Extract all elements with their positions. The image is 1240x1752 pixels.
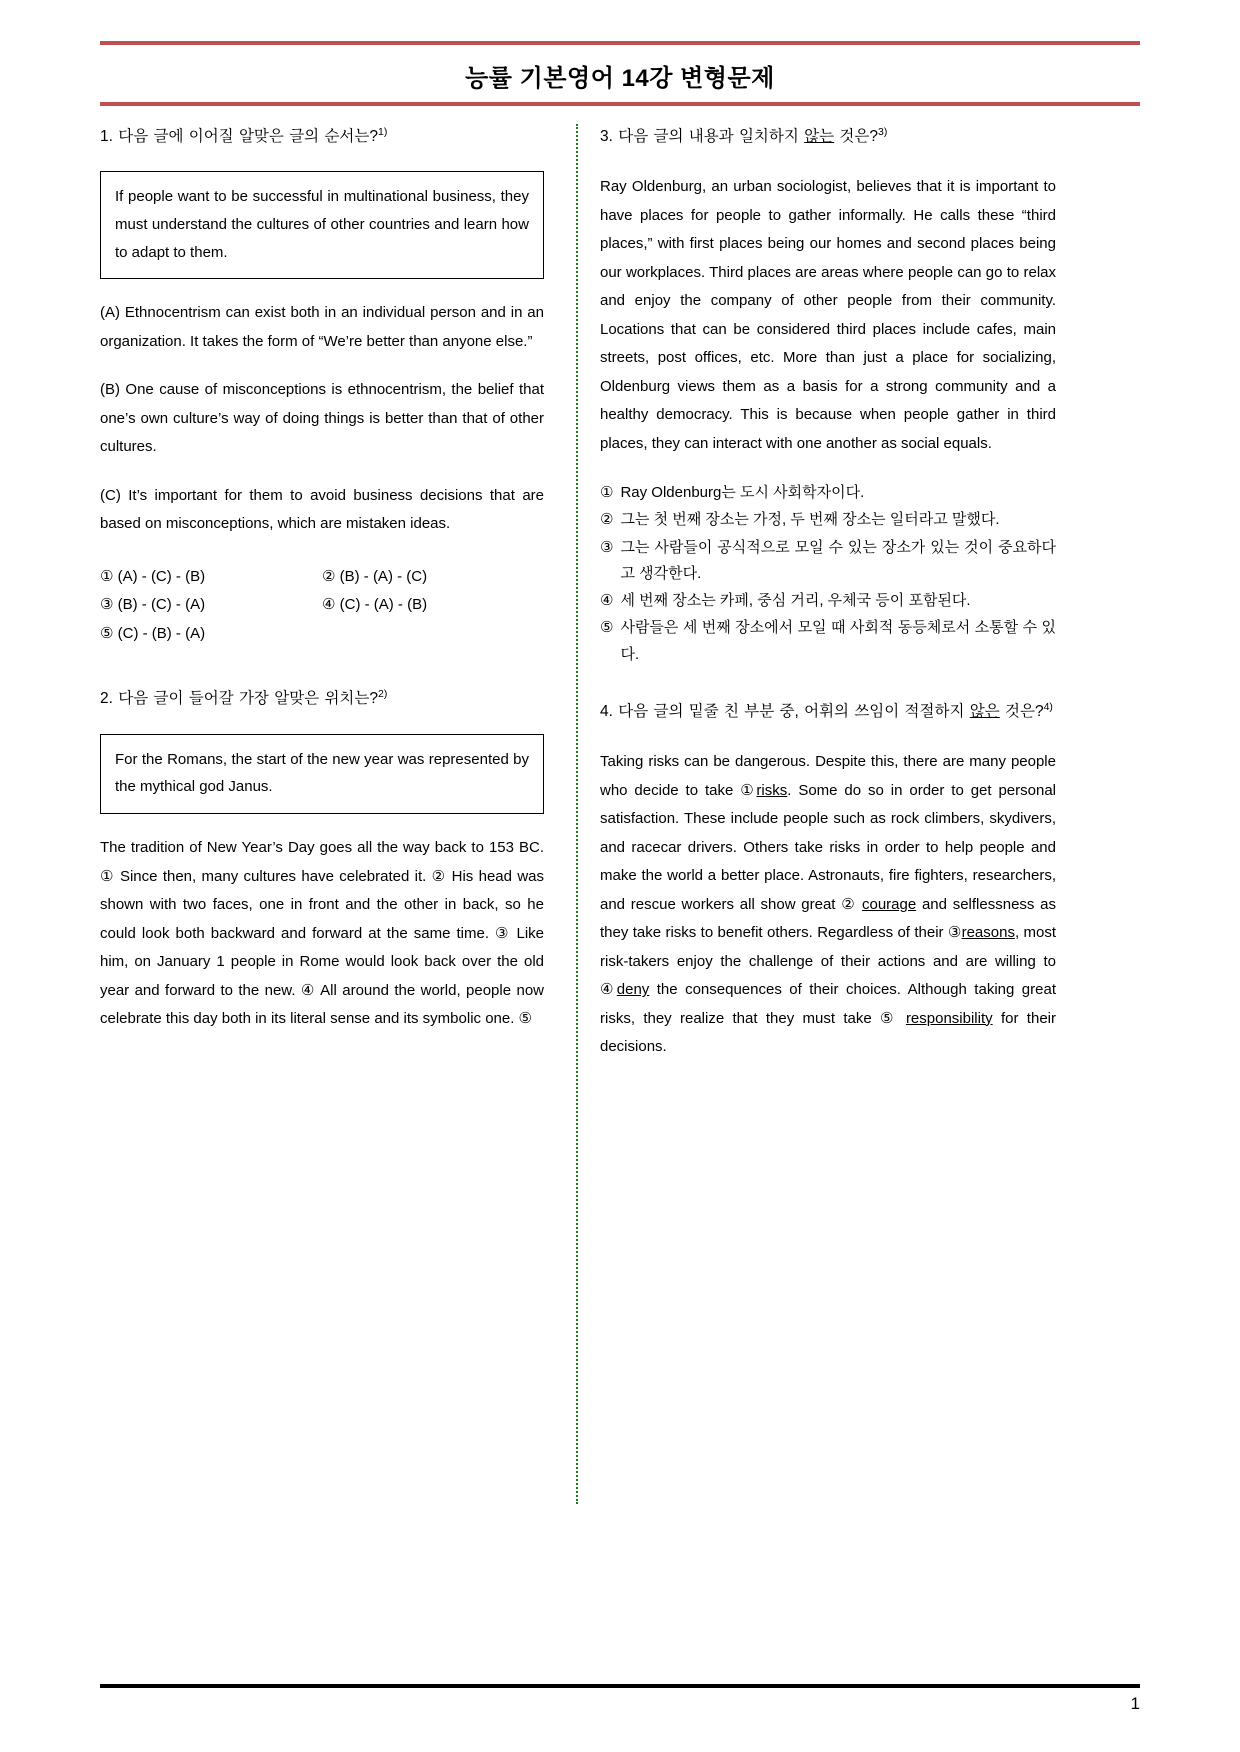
question-1-choices — [100, 563, 544, 649]
page-footer — [100, 1684, 1140, 1714]
q4-underlined-choice-2[interactable]: courage — [861, 895, 917, 913]
question-3-heading-post: 것은? — [834, 128, 878, 146]
choice-number: ③ — [600, 538, 614, 556]
page-number: 1 — [1130, 1694, 1140, 1713]
question-2-heading — [100, 686, 544, 711]
question-3-choice-4[interactable] — [600, 588, 1056, 614]
q4-underlined-choice-3[interactable]: reasons — [961, 924, 1015, 942]
question-3-choice-2[interactable] — [600, 507, 1056, 533]
question-4-heading-post: 것은? — [999, 703, 1044, 721]
question-1-paragraph-a: (A) Ethnocentrism can exist both in an individual person and in an organization. It takes the form of “We’re better than anyone else.” — [100, 304, 544, 350]
page-title: 능률 기본영어 14강 변형문제 — [465, 65, 775, 92]
choice-number: ⑤ — [600, 619, 614, 637]
question-3-heading — [600, 124, 1056, 149]
question-1-choice-1[interactable]: ① (A) - (C) - (B) — [100, 567, 206, 585]
question-2-passage: The tradition of New Year’s Day goes all the way back to 153 BC. ① Since then, many cultures have celebrated it. ② His head was shown with two faces, one in front and the other in back, so he could look both backward and forward at the same time. ③ Like him, on January 1 people in Rome would look back over the old year and forward to the new. ④ All around the world, people now celebrate this day both in its literal sense and its symbolic one. ⑤ — [100, 839, 544, 1028]
question-3-choice-3[interactable] — [600, 535, 1056, 588]
question-4-passage — [600, 748, 1056, 1062]
spacer — [100, 656, 544, 686]
choice-text: 그는 첫 번째 장소는 가정, 두 번째 장소는 일터라고 말했다. — [620, 511, 1000, 529]
question-3-footnote-marker: 3) — [878, 126, 888, 138]
question-4-footnote-marker: 4) — [1043, 700, 1053, 713]
question-4-heading — [600, 699, 1056, 724]
choice-text: Ray Oldenburg는 도시 사회학자이다. — [620, 484, 865, 502]
question-3-heading-pre: 3. 다음 글의 내용과 일치하지 — [600, 128, 805, 146]
choice-text: 그는 사람들이 공식적으로 모일 수 있는 장소가 있는 것이 중요하다고 생각한다. — [620, 538, 1056, 582]
question-1-paragraph-c: (C) It’s important for them to avoid business decisions that are based on misconceptions, which are mistaken ideas. — [100, 486, 544, 533]
question-1-heading — [100, 124, 544, 149]
question-3-choices — [600, 480, 1056, 668]
q4-underlined-choice-5[interactable]: responsibility — [905, 1009, 993, 1027]
spacer — [600, 669, 1056, 699]
q4-text-part-3: and selflessness as they take risks to benefit others. Regardless of their ③ — [600, 895, 1056, 942]
choice-number: ④ — [600, 592, 614, 610]
choice-text: 사람들은 세 번째 장소에서 모일 때 사회적 동등체로서 소통할 수 있다. — [620, 619, 1056, 663]
q4-text-part-2: . Some do so in order to get personal satisfaction. These include people such as rock climbers, skydivers, and racecar drivers. Others take risks in order to help people and make the world a better place. Astronauts, fire fighters, researchers, and rescue workers all show great ② — [600, 781, 1057, 913]
question-2-boxed-passage: For the Romans, the start of the new year was represented by the mythical god Janus. — [100, 734, 544, 815]
question-2-heading-text: 2. 다음 글이 들어갈 가장 알맞은 위치는? — [100, 690, 378, 708]
question-3-choice-1[interactable] — [600, 480, 1056, 506]
q4-text-part-1: Taking risks can be dangerous. Despite this, there are many people who decide to take ① — [600, 753, 1056, 799]
question-1-choice-3[interactable]: ③ (B) - (C) - (A) — [100, 596, 206, 614]
choice-text: 세 번째 장소는 카페, 중심 거리, 우체국 등이 포함된다. — [620, 592, 971, 610]
question-4-heading-underlined: 않은 — [969, 703, 1000, 721]
question-1-boxed-passage: If people want to be successful in multinational business, they must understand the cultures of other countries and learn how to adapt to them. — [100, 171, 544, 279]
header-bottom-rule — [100, 102, 1140, 106]
q4-underlined-choice-4[interactable]: deny — [616, 981, 650, 999]
q4-text-part-5: the consequences of their choices. Although taking great risks, they realize that they must take ⑤ — [600, 981, 1056, 1027]
question-1-choice-5[interactable]: ⑤ (C) - (B) - (A) — [100, 624, 206, 642]
question-1-heading-text: 1. 다음 글에 이어질 알맞은 글의 순서는? — [100, 128, 378, 146]
q4-underlined-choice-1[interactable]: risks — [756, 781, 788, 799]
question-1-footnote-marker: 1) — [377, 126, 388, 138]
question-3-passage: Ray Oldenburg, an urban sociologist, believes that it is important to have places for people to gather informally. He calls these “third places,” with first places being our homes and second places being our workplaces. Third places are areas where people can go to relax and enjoy the company of other people from their community. Locations that can be considered third places include cafes, main streets, post offices, etc. More than just a place for socializing, Oldenburg views them as a basis for a strong community and a healthy democracy. This is because when people gather in third places, they can interact with one another as social equals. — [600, 178, 1056, 452]
question-3-heading-underlined: 않는 — [804, 128, 835, 146]
question-2-footnote-marker: 2) — [377, 688, 388, 701]
choice-number: ② — [600, 511, 614, 529]
right-column — [596, 124, 1056, 1504]
left-column — [100, 124, 560, 1504]
question-1-choice-2[interactable]: ② (B) - (A) - (C) — [322, 567, 428, 585]
question-1-paragraph-b: (B) One cause of misconceptions is ethnocentrism, the belief that one’s own culture’s way of doing things is better than that of other cultures. — [100, 381, 544, 456]
q4-text-part-6: for their decisions. — [600, 1009, 1056, 1056]
spacer — [600, 730, 1056, 748]
q4-text-part-4: , most risk-takers enjoy the challenge of their actions and are willing to ④ — [600, 924, 1057, 999]
choice-number: ① — [600, 484, 614, 502]
question-4-heading-pre: 4. 다음 글의 밑줄 친 부분 중, 어휘의 쓰임이 적절하지 — [600, 703, 970, 721]
two-column-body — [100, 124, 1140, 1504]
spacer — [600, 155, 1056, 173]
question-1-choice-4[interactable]: ④ (C) - (A) - (B) — [322, 596, 428, 614]
question-3-choice-5[interactable] — [600, 615, 1056, 668]
column-divider — [576, 124, 578, 1504]
